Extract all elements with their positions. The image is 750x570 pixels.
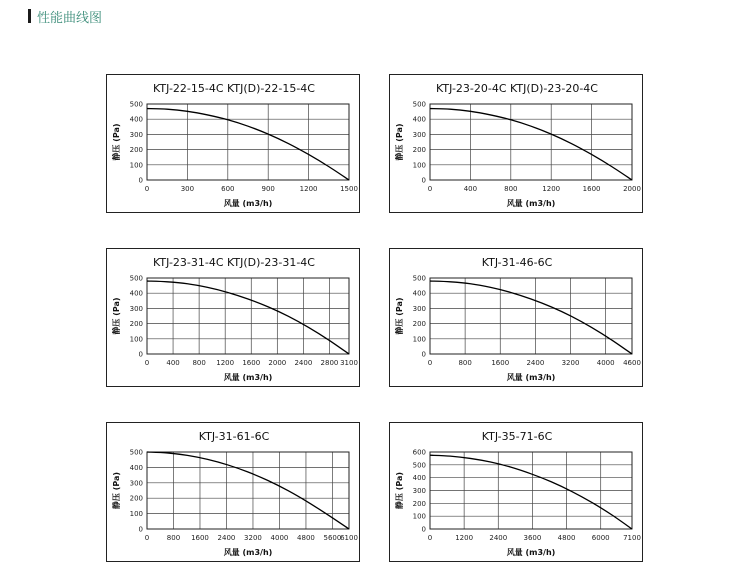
y-axis-label: 静压 (Pa) (395, 471, 404, 510)
x-axis-label: 风量 (m3/h) (506, 373, 556, 382)
x-tick-label: 3100 (340, 359, 358, 367)
chart-svg (390, 423, 644, 563)
x-tick-label: 1500 (340, 185, 358, 193)
chart-title: KTJ-22-15-4C KTJ(D)-22-15-4C (153, 82, 315, 95)
y-tick-label: 400 (412, 289, 426, 298)
y-tick-label: 300 (412, 130, 426, 139)
y-tick-label: 600 (412, 448, 426, 457)
section-header (28, 6, 102, 26)
chart-title: KTJ-31-61-6C (198, 430, 270, 443)
y-tick-label: 500 (129, 448, 143, 457)
header-marker (28, 9, 31, 23)
x-tick-label: 4800 (297, 534, 315, 542)
x-tick-label: 1200 (455, 534, 474, 542)
x-tick-label: 7100 (623, 534, 641, 542)
y-tick-label: 300 (412, 487, 426, 495)
x-tick-label: 400 (463, 185, 478, 193)
y-tick-label: 200 (412, 146, 426, 155)
y-tick-label: 0 (421, 525, 426, 534)
chart-svg (107, 75, 361, 214)
x-tick-label: 800 (504, 185, 518, 193)
x-axis-label: 风量 (m3/h) (223, 373, 273, 382)
x-tick-label: 4600 (623, 359, 641, 367)
y-tick-label: 200 (412, 499, 426, 508)
y-axis-label: 静压 (Pa) (112, 471, 121, 510)
y-tick-label: 200 (129, 494, 143, 503)
x-tick-label: 1600 (582, 185, 601, 193)
x-tick-label: 5600 (323, 534, 342, 542)
y-tick-label: 200 (412, 320, 426, 329)
plot-frame (430, 104, 632, 180)
performance-curve (430, 281, 632, 354)
y-tick-label: 0 (138, 350, 143, 359)
x-tick-label: 4000 (270, 534, 289, 542)
x-tick-label: 2400 (294, 359, 313, 367)
chart-panel (106, 248, 360, 387)
chart-panel (389, 248, 643, 387)
y-tick-label: 400 (412, 115, 426, 124)
x-tick-label: 900 (261, 185, 275, 193)
x-tick-label: 4800 (557, 534, 576, 542)
y-tick-label: 500 (412, 461, 426, 470)
y-tick-label: 200 (129, 146, 143, 155)
x-tick-label: 2400 (217, 534, 236, 542)
y-tick-label: 300 (412, 304, 426, 313)
x-tick-label: 2000 (268, 359, 287, 367)
y-tick-label: 100 (412, 161, 426, 170)
x-tick-label: 600 (221, 185, 235, 193)
y-tick-label: 500 (129, 100, 143, 109)
x-tick-label: 1200 (299, 185, 318, 193)
x-tick-label: 300 (180, 185, 195, 193)
x-tick-label: 1200 (542, 185, 561, 193)
x-tick-label: 3200 (244, 534, 262, 542)
y-tick-label: 100 (129, 510, 143, 519)
y-axis-label: 静压 (Pa) (395, 297, 404, 335)
y-tick-label: 0 (421, 350, 426, 359)
plot-frame (147, 452, 349, 529)
x-axis-label: 风量 (m3/h) (506, 199, 556, 208)
x-tick-label: 400 (166, 359, 180, 367)
performance-curve (430, 455, 632, 529)
x-tick-label: 1600 (191, 534, 209, 542)
section-title: 性能曲线图 (37, 10, 103, 26)
y-tick-label: 0 (138, 176, 143, 185)
x-tick-label: 0 (144, 185, 150, 193)
plot-frame (147, 278, 349, 354)
chart-panel (106, 74, 360, 213)
chart-title: KTJ-23-20-4C KTJ(D)-23-20-4C (436, 82, 598, 95)
y-tick-label: 400 (129, 115, 143, 124)
y-tick-label: 400 (129, 289, 143, 298)
chart-title: KTJ-31-46-6C (481, 256, 553, 269)
x-tick-label: 2800 (320, 359, 339, 367)
x-tick-label: 2400 (489, 534, 508, 542)
x-tick-label: 2400 (526, 359, 545, 367)
y-tick-label: 100 (129, 335, 143, 344)
x-tick-label: 0 (427, 534, 433, 542)
chart-svg (107, 423, 361, 563)
y-tick-label: 0 (421, 176, 426, 185)
y-tick-label: 200 (129, 320, 143, 329)
y-tick-label: 100 (129, 161, 143, 170)
x-axis-label: 风量 (m3/h) (506, 548, 556, 557)
y-axis-label: 静压 (Pa) (112, 123, 121, 161)
x-tick-label: 3200 (561, 359, 580, 367)
y-tick-label: 500 (129, 274, 143, 283)
x-tick-label: 3600 (523, 534, 542, 542)
y-tick-label: 100 (412, 512, 426, 521)
chart-panel (389, 422, 643, 562)
y-tick-label: 100 (412, 335, 426, 344)
x-tick-label: 4000 (596, 359, 615, 367)
plot-frame (147, 104, 349, 180)
plot-frame (430, 278, 632, 354)
x-tick-label: 1600 (491, 359, 510, 367)
x-tick-label: 6000 (591, 534, 610, 542)
y-axis-label: 静压 (Pa) (112, 297, 121, 335)
y-tick-label: 300 (129, 479, 143, 488)
performance-curve (147, 281, 349, 354)
performance-curve (147, 452, 349, 529)
chart-panel (106, 422, 360, 562)
y-tick-label: 400 (129, 463, 143, 472)
chart-svg (390, 75, 644, 214)
x-tick-label: 1600 (242, 359, 261, 367)
y-tick-label: 500 (412, 100, 426, 109)
chart-svg (390, 249, 644, 388)
x-tick-label: 800 (458, 359, 472, 367)
y-tick-label: 300 (129, 130, 143, 139)
x-tick-label: 0 (144, 534, 150, 542)
x-axis-label: 风量 (m3/h) (223, 199, 273, 208)
chart-title: KTJ-35-71-6C (481, 430, 553, 443)
x-axis-label: 风量 (m3/h) (223, 548, 273, 557)
x-tick-label: 1200 (216, 359, 235, 367)
chart-svg (107, 249, 361, 388)
y-axis-label: 静压 (Pa) (395, 123, 404, 161)
chart-title: KTJ-23-31-4C KTJ(D)-23-31-4C (153, 256, 315, 269)
y-tick-label: 400 (412, 474, 426, 483)
x-tick-label: 0 (144, 359, 150, 367)
x-tick-label: 2000 (623, 185, 641, 193)
x-tick-label: 0 (427, 185, 433, 193)
x-tick-label: 800 (192, 359, 206, 367)
x-tick-label: 800 (166, 534, 181, 542)
x-tick-label: 6100 (340, 534, 358, 542)
y-tick-label: 300 (129, 304, 143, 313)
y-tick-label: 0 (138, 525, 143, 534)
y-tick-label: 500 (412, 274, 426, 283)
chart-panel (389, 74, 643, 213)
x-tick-label: 0 (427, 359, 433, 367)
